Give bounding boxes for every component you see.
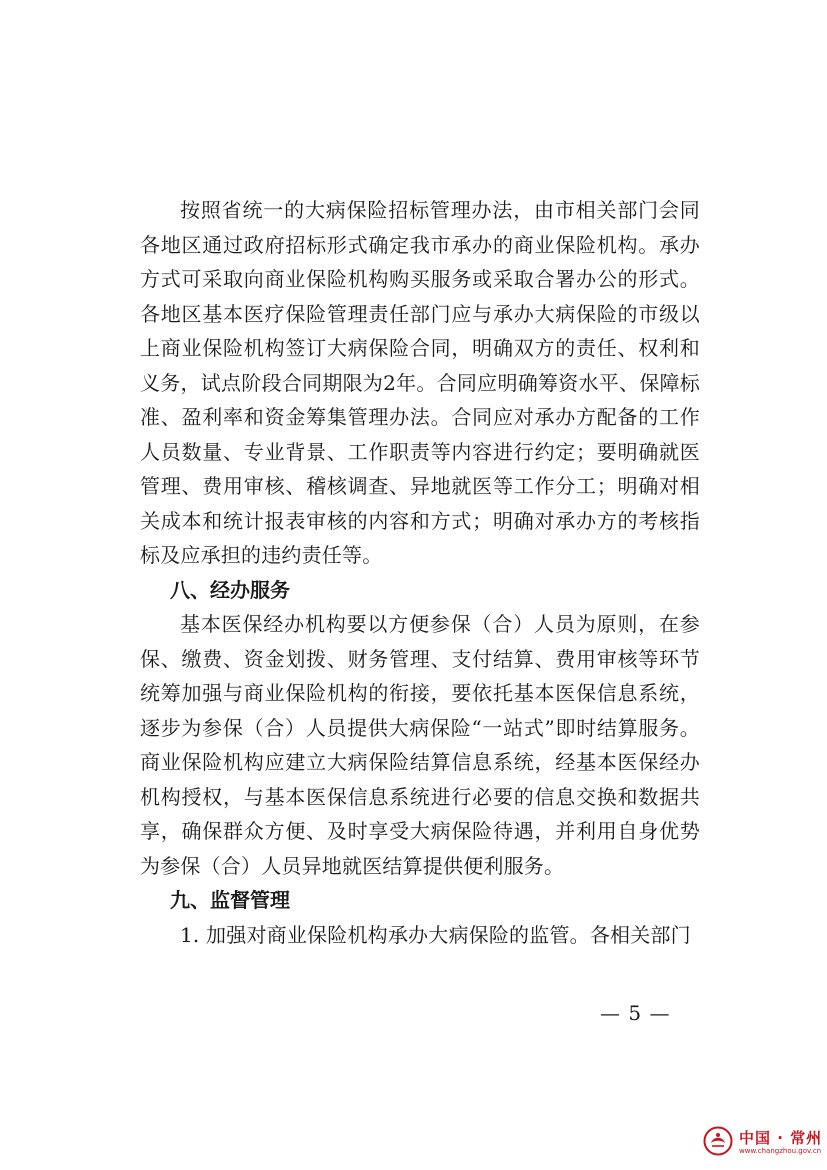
changzhou-emblem-icon <box>703 1126 733 1156</box>
logo-url: www.changzhou.gov.cn <box>739 1147 822 1155</box>
section-heading-service: 八、经办服务 <box>170 577 290 602</box>
paragraph-service: 基本医保经办机构要以方便参保（合）人员为原则，在参保、缴费、资金划拨、财务管理、支付结算、费用审核等环节统筹加强与商业保险机构的衔接，要依托基本医保信息系统，逐步为参保（合）人员提供大病保险“一站式”即时结算服务。商业保险机构应建立大病保险结算信息系统，经基本医保经办机构授权，与基本医保信息系统进行必要的信息交换和数据共享，确保群众方便、及时享受大病保险待遇，并利用自身优势为参保（合）人员异地就医结算提供便利服务。 <box>140 612 700 878</box>
logo-title: 中国 · 常州 <box>739 1129 823 1147</box>
page-number: — 5 — <box>600 1001 671 1025</box>
document-body <box>140 193 700 952</box>
section-heading-supervision: 九、监督管理 <box>170 888 290 912</box>
paragraph-contract: 按照省统一的大病保险招标管理办法，由市相关部门会同各地区通过政府招标形式确定我市承办的商业保险机构。承办方式可采取向商业保险机构购买服务或采取合署办公的形式。各地区基本医疗保险管理责任部门应与承办大病保险的市级以上商业保险机构签订大病保险合同，明确双方的责任、权利和义务，试点阶段合同期限为2年。合同应明确筹资水平、保障标准、盈利率和资金筹集管理办法。合同应对承办方配备的工作人员数量、专业背景、工作职责等内容进行约定；要明确就医管理、费用审核、稽核调查、异地就医等工作分工；明确对相关成本和统计报表审核的内容和方式；明确对承办方的考核指标及应承担的违约责任等。 <box>140 198 700 567</box>
paragraph-supervision-start: 1. 加强对商业保险机构承办大病保险的监管。各相关部门 <box>180 922 691 947</box>
site-logo <box>703 1126 823 1166</box>
